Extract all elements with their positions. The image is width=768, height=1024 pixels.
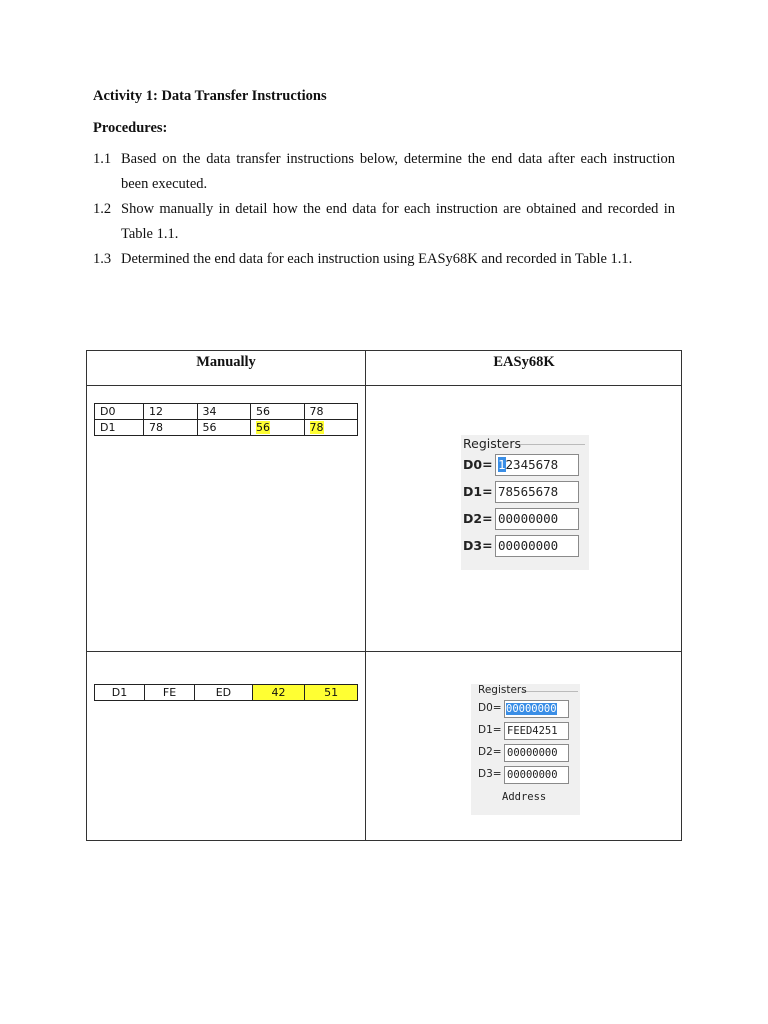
registers-panel-2 xyxy=(471,684,580,815)
byte-cell: 56 xyxy=(251,404,305,420)
byte-cell: 56 xyxy=(197,420,251,436)
register-field-d0[interactable] xyxy=(495,454,579,476)
register-field-d2[interactable]: 00000000 xyxy=(495,508,579,530)
register-label-d3: D3= xyxy=(478,768,502,780)
byte-cell: 78 xyxy=(304,404,358,420)
register-label-d0: D0= xyxy=(463,457,493,472)
byte-cell-highlighted: 42 xyxy=(252,685,305,701)
procedure-item xyxy=(93,247,675,272)
procedure-number: 1.1 xyxy=(93,151,112,167)
registers-title: Registers xyxy=(478,684,527,696)
table-row xyxy=(95,404,358,420)
registers-title: Registers xyxy=(463,436,521,451)
procedure-text: Based on the data transfer instructions below, determine the end data after each instruction been executed. xyxy=(121,151,675,192)
column-header-easy68k: EASy68K xyxy=(493,354,555,370)
address-label: Address xyxy=(502,791,547,803)
registers-panel-1 xyxy=(461,435,589,570)
byte-cell: ED xyxy=(195,685,253,701)
procedure-item xyxy=(93,197,675,247)
procedure-text: Determined the end data for each instruction using EASy68K and recorded in Table 1.1. xyxy=(121,251,633,267)
column-divider xyxy=(365,351,366,840)
register-label-d1: D1= xyxy=(463,484,493,499)
selected-value: 00000000 xyxy=(506,703,557,715)
activity-title: Activity 1: Data Transfer Instructions xyxy=(93,88,327,104)
highlighted-value: 78 xyxy=(309,421,324,434)
byte-cell-highlighted xyxy=(251,420,305,436)
group-frame-line xyxy=(521,691,578,692)
procedure-item xyxy=(93,147,675,197)
group-frame-line xyxy=(518,444,585,445)
register-cell: D1 xyxy=(95,685,145,701)
manual-data-table-2 xyxy=(94,684,358,701)
row-divider xyxy=(87,651,681,652)
procedures-heading: Procedures: xyxy=(93,120,168,136)
selected-digit: 1 xyxy=(498,457,506,472)
byte-cell: 34 xyxy=(197,404,251,420)
register-label-d0: D0= xyxy=(478,702,502,714)
register-label-d3: D3= xyxy=(463,538,493,553)
register-cell: D1 xyxy=(95,420,144,436)
register-field-d2[interactable]: 00000000 xyxy=(504,744,569,762)
table-row xyxy=(95,420,358,436)
procedure-number: 1.2 xyxy=(93,201,112,217)
manual-data-table-1 xyxy=(94,403,358,436)
table-row xyxy=(95,685,358,701)
register-label-d2: D2= xyxy=(478,746,502,758)
column-header-manually: Manually xyxy=(196,354,256,370)
byte-cell-highlighted: 51 xyxy=(305,685,358,701)
byte-cell: FE xyxy=(145,685,195,701)
results-table xyxy=(86,350,682,841)
register-field-d1[interactable]: 78565678 xyxy=(495,481,579,503)
byte-cell-highlighted xyxy=(304,420,358,436)
byte-cell: 78 xyxy=(144,420,198,436)
highlighted-value: 56 xyxy=(256,421,270,434)
register-field-d1[interactable]: FEED4251 xyxy=(504,722,569,740)
register-field-d3[interactable]: 00000000 xyxy=(495,535,579,557)
register-cell: D0 xyxy=(95,404,144,420)
procedure-text: Show manually in detail how the end data for each instruction are obtained and recorded in Table 1.1. xyxy=(121,201,675,242)
procedure-number: 1.3 xyxy=(93,251,112,267)
register-field-d3[interactable]: 00000000 xyxy=(504,766,569,784)
register-label-d2: D2= xyxy=(463,511,493,526)
byte-cell: 12 xyxy=(144,404,198,420)
register-field-d0[interactable] xyxy=(504,700,569,718)
register-label-d1: D1= xyxy=(478,724,502,736)
header-divider xyxy=(87,385,681,386)
register-value-rest: 2345678 xyxy=(505,457,559,472)
